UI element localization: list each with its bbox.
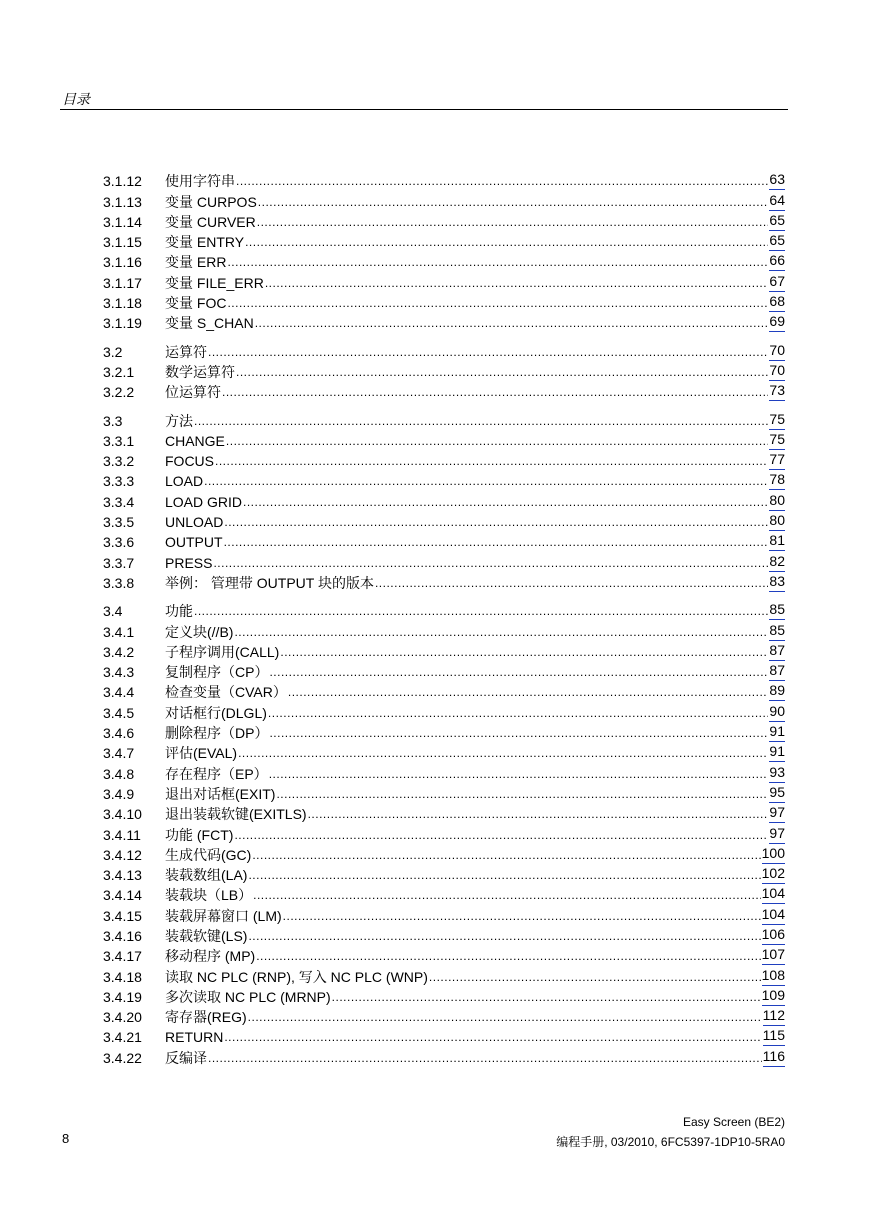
toc-entry-number: 3.4.10 (103, 806, 142, 823)
toc-entry-page-link[interactable]: 85 (769, 622, 785, 641)
dot-leader (253, 887, 761, 904)
toc-entry-page-link[interactable]: 69 (769, 313, 785, 332)
toc-entry-title: 功能 (165, 603, 193, 620)
toc-entry-title: 子程序调用(CALL) (165, 643, 280, 660)
footer-page-number: 8 (62, 1131, 70, 1146)
toc-entry[interactable] (103, 600, 785, 620)
toc-entry-page-link[interactable]: 91 (769, 723, 785, 742)
toc-entry-title: 装载屏幕窗口 (LM) (165, 907, 282, 924)
toc-entry-title: 多次读取 NC PLC (MRNP) (165, 988, 331, 1005)
dot-leader (332, 989, 761, 1006)
toc-entry-page-link[interactable]: 63 (769, 171, 785, 190)
toc-entry-page-link[interactable]: 78 (769, 471, 785, 490)
toc-entry[interactable] (103, 661, 785, 681)
dot-leader (269, 725, 768, 742)
toc-entry-title: RETURN (165, 1029, 224, 1046)
dot-leader (238, 745, 768, 762)
toc-entry-number: 3.1.16 (103, 254, 142, 271)
toc-entry-title: 定义块(//B) (165, 623, 234, 640)
toc-entry-title: 装载软键(LS) (165, 927, 248, 944)
toc-entry-number: 3.3.7 (103, 554, 135, 571)
toc-entry-number: 3.4.1 (103, 623, 135, 640)
toc-entry-title: 变量 FOC (165, 295, 227, 312)
toc-entry-title: 寄存器(REG) (165, 1009, 247, 1026)
dot-leader (308, 806, 769, 823)
toc-entry-number: 3.4.3 (103, 664, 135, 681)
dot-leader (280, 644, 768, 661)
toc-entry-number: 3.1.15 (103, 234, 142, 251)
dot-leader (236, 173, 768, 190)
dot-leader (256, 948, 760, 965)
dot-leader (226, 433, 769, 450)
toc-entry-title: 方法 (165, 412, 193, 429)
footer-manual-title: Easy Screen (BE2) (682, 1115, 785, 1129)
toc-entry-number: 3.4.2 (103, 643, 135, 660)
toc-entry-title: 移动程序 (MP) (165, 948, 256, 965)
toc-entry[interactable] (103, 190, 785, 210)
dot-leader (288, 684, 769, 701)
dot-leader (215, 453, 768, 470)
toc-entry[interactable] (103, 211, 785, 231)
toc-entry-number: 3.4.6 (103, 725, 135, 742)
dot-leader (265, 275, 769, 292)
dot-leader (227, 254, 768, 271)
toc-entry[interactable] (103, 490, 785, 510)
toc-entry-title: 检查变量（CVAR） (165, 684, 287, 701)
toc-entry-page-link[interactable]: 102 (762, 865, 785, 884)
toc-entry-title: 变量 CURPOS (165, 193, 257, 210)
toc-entry-number: 3.1.18 (103, 295, 142, 312)
toc-entry[interactable] (103, 470, 785, 490)
toc-entry-title: 装载块（LB） (165, 887, 253, 904)
toc-entry[interactable] (103, 701, 785, 721)
toc-entry-number: 3.4.9 (103, 785, 135, 802)
toc-entry-title: LOAD GRID (165, 493, 243, 510)
toc-entry-page-link[interactable]: 116 (763, 1048, 785, 1067)
toc-entry-number: 3.1.14 (103, 213, 142, 230)
toc-entry-title: 退出对话框(EXIT) (165, 785, 276, 802)
toc-entry-title: 对话框行(DLGL) (165, 704, 267, 721)
toc-entry[interactable] (103, 1006, 785, 1026)
toc-entry-title: 位运算符 (165, 384, 221, 401)
toc-entry-page-link[interactable]: 104 (762, 885, 785, 904)
dot-leader (234, 827, 768, 844)
toc-entry-title: 运算符 (165, 343, 207, 360)
toc-entry[interactable] (103, 551, 785, 571)
toc-group (103, 409, 785, 592)
toc-entry-page-link[interactable]: 70 (769, 342, 785, 361)
toc-entry-number: 3.4.13 (103, 867, 142, 884)
toc-entry[interactable] (103, 681, 785, 701)
toc-entry[interactable] (103, 572, 785, 592)
toc-entry-number: 3.4.5 (103, 704, 135, 721)
dot-leader (268, 705, 769, 722)
dot-leader (257, 214, 769, 231)
toc-entry-title: UNLOAD (165, 514, 224, 531)
toc-entry-title: PRESS (165, 554, 213, 571)
toc-entry-number: 3.2.2 (103, 384, 135, 401)
dot-leader (224, 1029, 761, 1046)
toc-entry-number: 3.1.19 (103, 315, 142, 332)
running-header-title: 目录 (62, 92, 90, 108)
toc-entry-page-link[interactable]: 104 (762, 906, 785, 925)
toc-entry[interactable] (103, 783, 785, 803)
toc-entry-title: 评估(EVAL) (165, 745, 238, 762)
toc-entry-title: OUTPUT (165, 534, 223, 551)
toc-entry-page-link[interactable]: 112 (763, 1007, 785, 1026)
dot-leader (194, 413, 768, 430)
dot-leader (208, 344, 768, 361)
toc-entry-title: 变量 ERR (165, 254, 227, 271)
toc-entry[interactable] (103, 864, 785, 884)
toc-entry-title: 删除程序（DP） (165, 725, 269, 742)
toc-entry[interactable] (103, 531, 785, 551)
toc-entry-page-link[interactable]: 65 (769, 212, 785, 231)
toc-entry[interactable] (103, 361, 785, 381)
toc-entry-title: 读取 NC PLC (RNP), 写入 NC PLC (WNP) (165, 968, 428, 985)
toc-entry[interactable] (103, 620, 785, 640)
toc-entry[interactable] (103, 231, 785, 251)
toc-entry-number: 3.4.15 (103, 907, 142, 924)
toc-entry-number: 3.4.22 (103, 1049, 142, 1066)
footer-manual-info: 编程手册, 03/2010, 6FC5397-1DP10-5RA0 (556, 1135, 785, 1149)
toc-entry-page-link[interactable]: 77 (769, 451, 785, 470)
toc-entry-page-link[interactable]: 91 (769, 743, 785, 762)
toc-entry-number: 3.2 (103, 343, 123, 360)
toc-entry-page-link[interactable]: 115 (763, 1027, 785, 1046)
toc-entry-number: 3.4.14 (103, 887, 142, 904)
toc-entry-number: 3.4.11 (103, 826, 141, 843)
toc-entry-page-link[interactable]: 85 (769, 601, 785, 620)
toc-entry[interactable] (103, 1046, 785, 1066)
toc-entry-title: 存在程序（EP） (165, 765, 268, 782)
toc-entry[interactable] (103, 292, 785, 312)
toc-entry-title: 装载数组(LA) (165, 867, 248, 884)
toc-entry-page-link[interactable]: 70 (769, 362, 785, 381)
toc-entry-page-link[interactable]: 80 (769, 492, 785, 511)
toc-entry-page-link[interactable]: 64 (769, 192, 785, 211)
dot-leader (258, 194, 769, 211)
dot-leader (375, 575, 768, 592)
toc-entry-number: 3.4.8 (103, 765, 135, 782)
toc-entry-number: 3.4.17 (103, 948, 142, 965)
toc-entry[interactable] (103, 641, 785, 661)
toc-entry-number: 3.3.6 (103, 534, 135, 551)
toc-entry-page-link[interactable]: 90 (769, 703, 785, 722)
toc-entry[interactable] (103, 271, 785, 291)
toc-entry[interactable] (103, 409, 785, 429)
toc-entry-title: 复制程序（CP） (165, 664, 269, 681)
toc-entry-page-link[interactable]: 106 (762, 926, 785, 945)
toc-entry-page-link[interactable]: 93 (769, 764, 785, 783)
toc-entry-title: 举例： 管理带 OUTPUT 块的版本 (165, 574, 374, 591)
toc-entry-number: 3.2.1 (103, 363, 135, 380)
toc-entry-page-link[interactable]: 83 (769, 573, 785, 592)
toc-entry-page-link[interactable]: 66 (769, 252, 785, 271)
toc-entry[interactable] (103, 340, 785, 360)
toc-entry[interactable] (103, 170, 785, 190)
toc-entry-page-link[interactable]: 75 (769, 411, 785, 430)
toc-group (103, 600, 785, 1067)
toc-entry-number: 3.3.1 (103, 432, 135, 449)
dot-leader (255, 315, 769, 332)
toc-entry[interactable] (103, 511, 785, 531)
toc-entry-title: 数学运算符 (165, 363, 235, 380)
toc-entry-page-link[interactable]: 108 (762, 967, 785, 986)
toc-entry[interactable] (103, 965, 785, 985)
toc-entry-page-link[interactable]: 75 (769, 431, 785, 450)
toc-entry-number: 3.4.16 (103, 927, 142, 944)
dot-leader (283, 908, 761, 925)
toc-entry-title: 功能 (FCT) (165, 826, 234, 843)
toc-entry-number: 3.4.18 (103, 968, 142, 985)
toc-entry-page-link[interactable]: 95 (769, 784, 785, 803)
toc-entry[interactable] (103, 430, 785, 450)
toc-entry-title: FOCUS (165, 453, 214, 470)
dot-leader (243, 494, 768, 511)
toc-entry-title: 使用字符串 (165, 173, 235, 190)
toc-entry[interactable] (103, 1026, 785, 1046)
toc-entry-number: 3.3.2 (103, 453, 135, 470)
toc-entry[interactable] (103, 381, 785, 401)
dot-leader (204, 473, 768, 490)
toc-group (103, 170, 785, 332)
toc-entry-page-link[interactable]: 73 (769, 382, 785, 401)
toc-entry-number: 3.1.13 (103, 193, 142, 210)
toc-entry-page-link[interactable]: 67 (769, 273, 785, 292)
toc-entry-page-link[interactable]: 87 (769, 662, 785, 681)
dot-leader (276, 786, 768, 803)
dot-leader (222, 384, 768, 401)
toc-entry-title: 变量 CURVER (165, 213, 256, 230)
toc-entry-number: 3.3.3 (103, 473, 135, 490)
toc-entry-page-link[interactable]: 97 (769, 825, 785, 844)
toc-entry-number: 3.4.12 (103, 846, 142, 863)
toc-entry-title: 反编译 (165, 1049, 207, 1066)
toc-entry-number: 3.4.7 (103, 745, 135, 762)
toc-group (103, 340, 785, 401)
header-rule (60, 109, 788, 110)
toc-entry-title: 退出装载软键(EXITLS) (165, 806, 307, 823)
toc-entry-number: 3.3.4 (103, 493, 135, 510)
toc-entry-title: CHANGE (165, 432, 225, 449)
dot-leader (208, 1050, 762, 1067)
toc-entry[interactable] (103, 986, 785, 1006)
toc-entry[interactable] (103, 722, 785, 742)
dot-leader (269, 766, 769, 783)
toc-entry[interactable] (103, 742, 785, 762)
toc-entry-page-link[interactable]: 107 (762, 946, 785, 965)
toc-entry[interactable] (103, 884, 785, 904)
toc-entry[interactable] (103, 312, 785, 332)
toc-entry-page-link[interactable]: 97 (769, 804, 785, 823)
dot-leader (234, 624, 768, 641)
toc-entry[interactable] (103, 823, 785, 843)
toc-entry-page-link[interactable]: 80 (769, 512, 785, 531)
toc-entry-number: 3.3 (103, 412, 123, 429)
toc-entry-number: 3.4 (103, 603, 123, 620)
toc-entry[interactable] (103, 925, 785, 945)
toc-entry-title: LOAD (165, 473, 204, 490)
toc-entry-number: 3.1.17 (103, 274, 142, 291)
toc-entry-number: 3.4.20 (103, 1009, 142, 1026)
table-of-contents (103, 170, 785, 1075)
dot-leader (248, 867, 760, 884)
dot-leader (224, 534, 769, 551)
toc-entry-number: 3.4.19 (103, 988, 142, 1005)
toc-entry-page-link[interactable]: 81 (769, 532, 785, 551)
dot-leader (245, 234, 768, 251)
dot-leader (227, 295, 768, 312)
dot-leader (224, 514, 768, 531)
dot-leader (236, 364, 768, 381)
toc-entry-number: 3.4.21 (103, 1029, 142, 1046)
toc-entry-title: 变量 S_CHAN (165, 315, 254, 332)
toc-entry-title: 变量 ENTRY (165, 234, 245, 251)
toc-entry[interactable] (103, 762, 785, 782)
toc-entry-number: 3.1.12 (103, 173, 142, 190)
toc-entry-page-link[interactable]: 89 (769, 682, 785, 701)
dot-leader (213, 555, 768, 572)
dot-leader (429, 969, 761, 986)
dot-leader (194, 603, 768, 620)
toc-entry[interactable] (103, 803, 785, 823)
toc-entry-number: 3.4.4 (103, 684, 135, 701)
dot-leader (252, 847, 760, 864)
toc-entry[interactable] (103, 945, 785, 965)
toc-entry[interactable] (103, 251, 785, 271)
toc-entry-number: 3.3.8 (103, 574, 135, 591)
toc-entry-number: 3.3.5 (103, 514, 135, 531)
dot-leader (248, 1009, 762, 1026)
toc-entry-title: 生成代码(GC) (165, 846, 252, 863)
toc-entry[interactable] (103, 904, 785, 924)
toc-entry-title: 变量 FILE_ERR (165, 274, 264, 291)
toc-entry-page-link[interactable]: 82 (769, 553, 785, 572)
toc-entry-page-link[interactable]: 68 (769, 293, 785, 312)
toc-entry-page-link[interactable]: 87 (769, 642, 785, 661)
dot-leader (248, 928, 760, 945)
toc-entry-page-link[interactable]: 65 (769, 232, 785, 251)
toc-entry[interactable] (103, 844, 785, 864)
toc-entry-page-link[interactable]: 100 (762, 845, 785, 864)
toc-entry-page-link[interactable]: 109 (762, 987, 785, 1006)
dot-leader (269, 664, 768, 681)
toc-entry[interactable] (103, 450, 785, 470)
